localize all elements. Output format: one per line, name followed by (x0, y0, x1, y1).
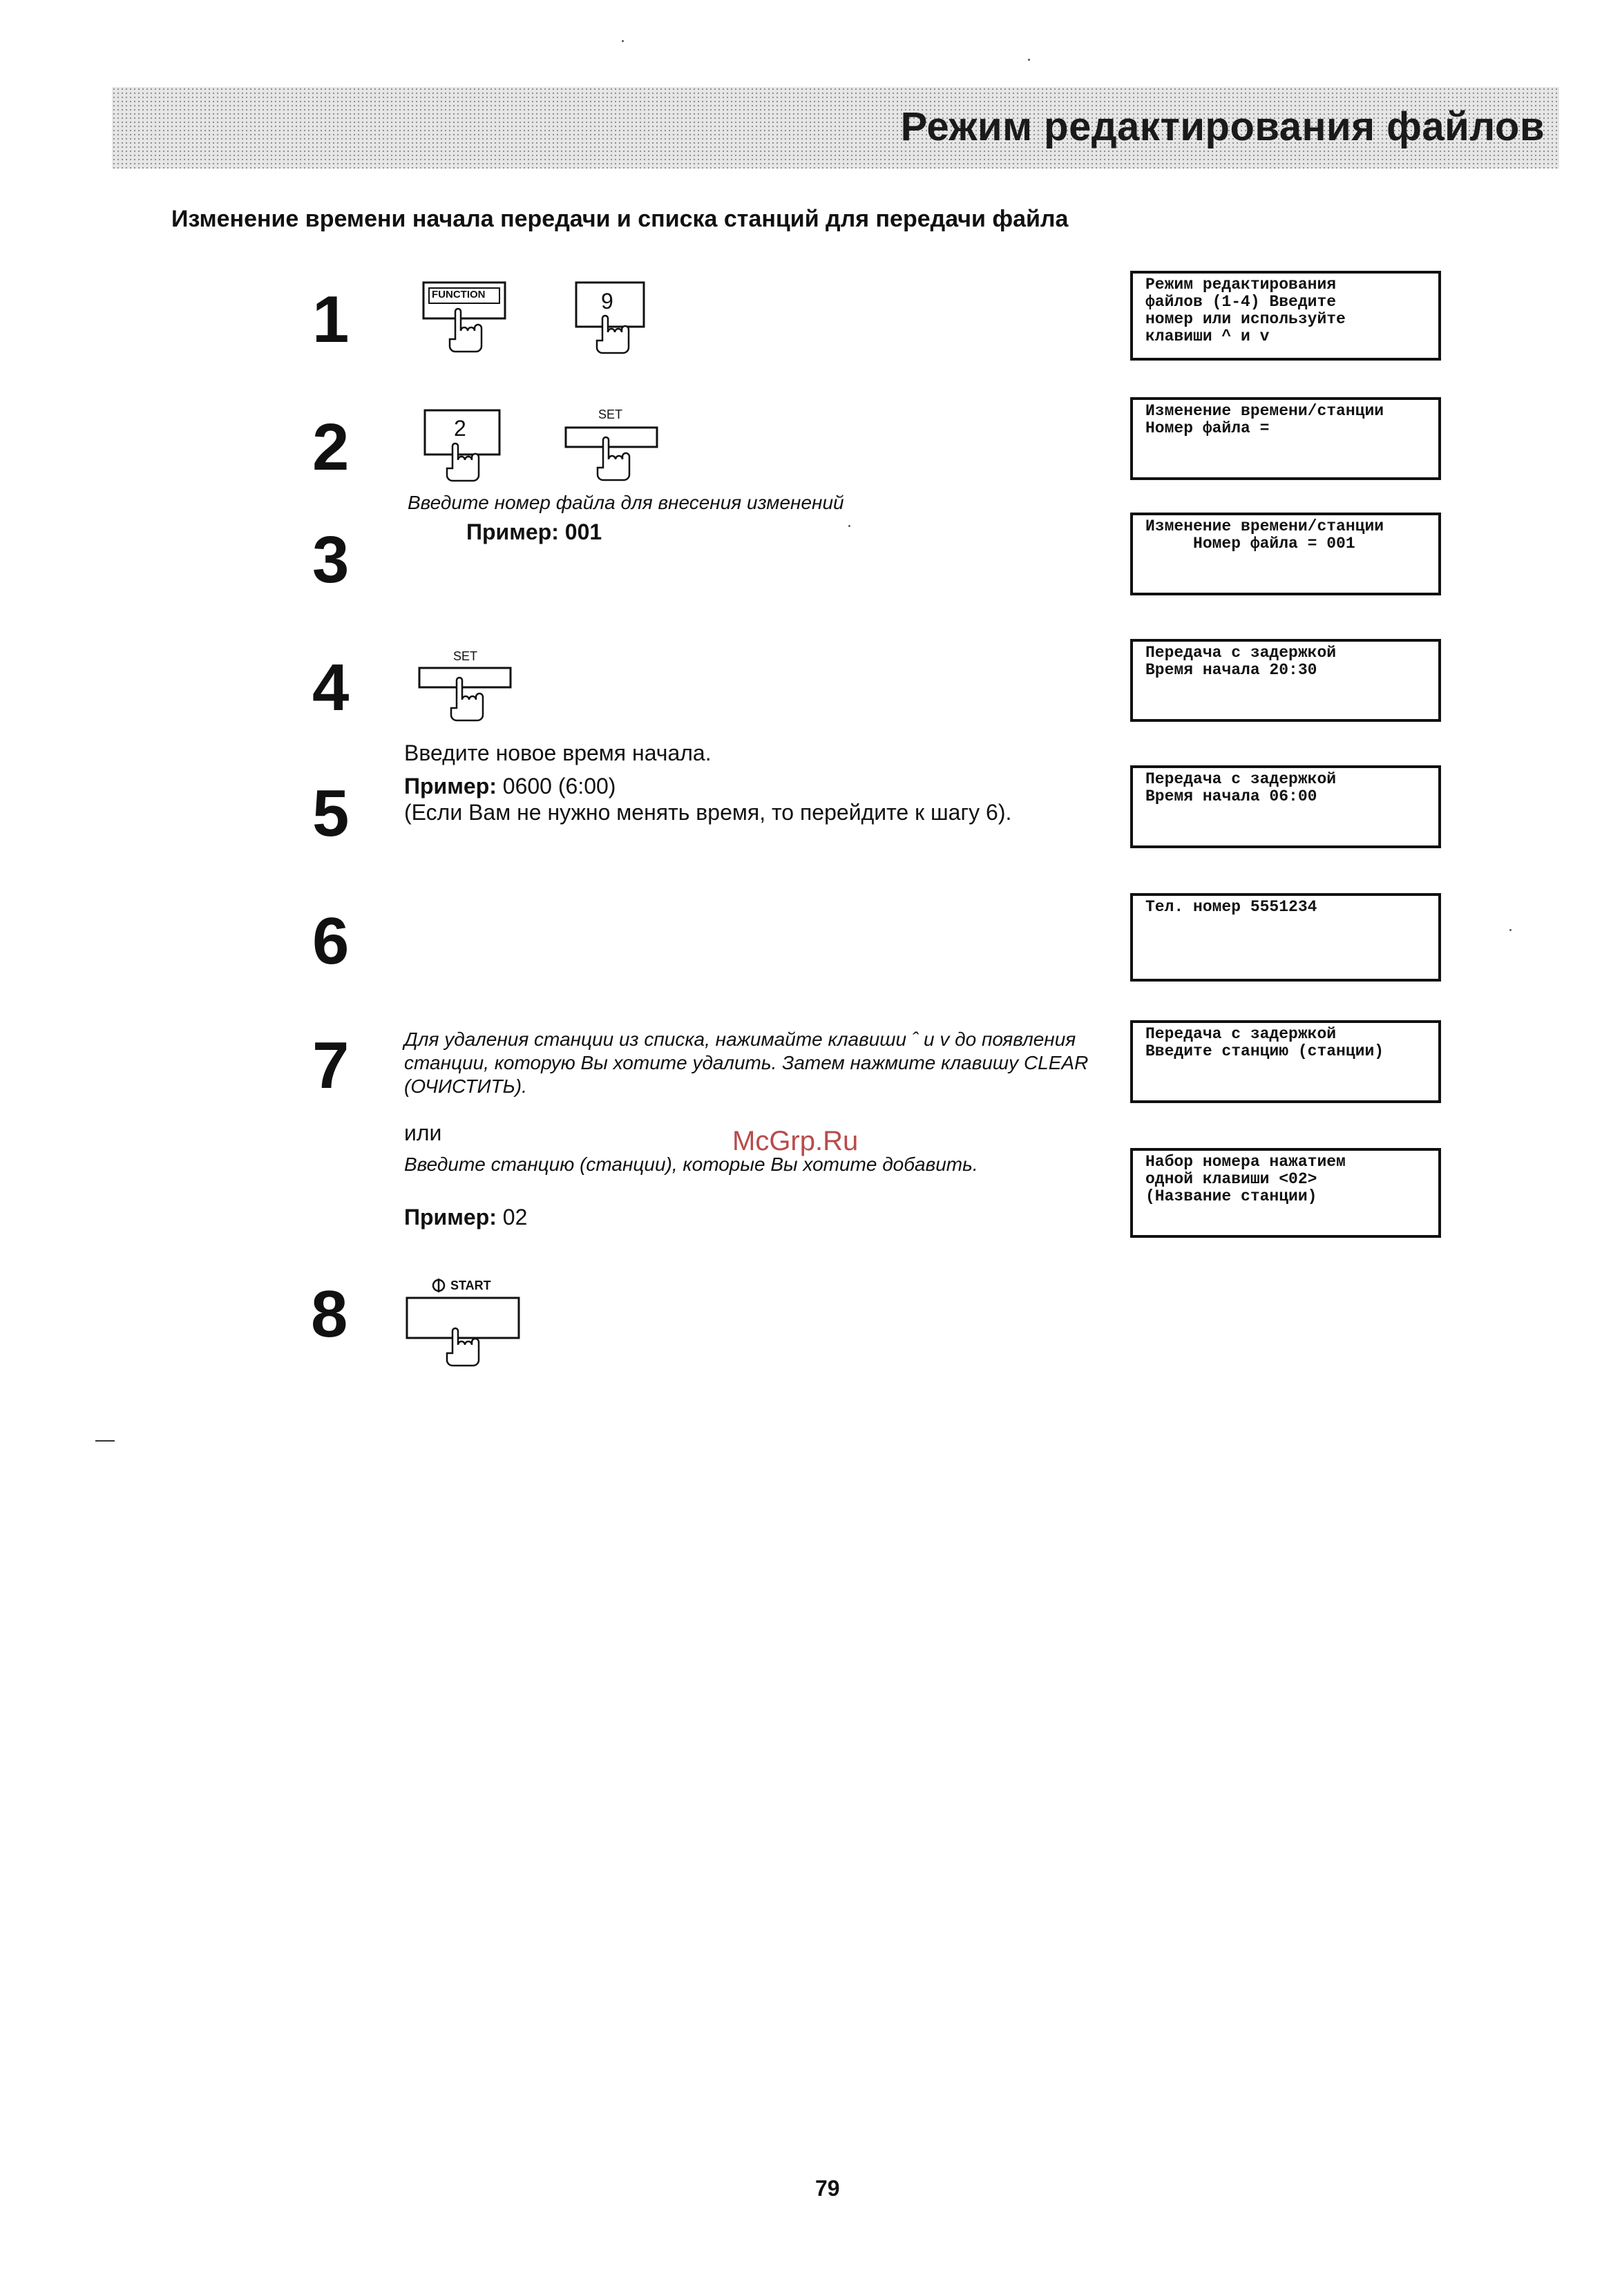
step-number-6: 6 (312, 904, 350, 978)
set-key-label: SET (598, 408, 623, 421)
page-number: 79 (815, 2176, 840, 2201)
start-key (404, 1295, 522, 1371)
lcd-display-step-5: Передача с задержкой Время начала 06:00 (1130, 765, 1441, 848)
lcd-display-step-4: Передача с задержкой Время начала 20:30 (1130, 639, 1441, 722)
lcd-display-step-7-add: Набор номера нажатием одной клавиши <02> (Название станции) (1130, 1148, 1441, 1238)
start-key-label: START (450, 1278, 491, 1292)
lcd-display-step-2: Изменение времени/станции Номер файла = (1130, 397, 1441, 480)
step-number-5: 5 (312, 776, 350, 850)
set-key-step-4-label: SET (453, 649, 478, 663)
step-3-example: Пример: 001 (466, 519, 602, 544)
step-3-instruction: Введите номер файла для внесения изменений (408, 492, 844, 513)
step-number-3: 3 (312, 523, 350, 597)
step-7-instruction: Для удаления станции из списка, нажимайте клавиши ˆ и v до появления станции, которую Вы хотите удалить. Затем нажмите клавишу CLEAR (ОЧИСТИТЬ). (404, 1029, 1089, 1097)
step-number-4: 4 (312, 651, 350, 725)
digit-2-key-label: 2 (454, 416, 466, 441)
scan-speck (1509, 929, 1512, 931)
step-5-note: (Если Вам не нужно менять время, то перейдите к шагу 6). (404, 800, 1012, 825)
step-number-8: 8 (311, 1277, 348, 1351)
scan-speck (622, 40, 624, 42)
step-5-example: Пример: 0600 (6:00) (404, 774, 616, 798)
digit-9-key-label: 9 (601, 289, 613, 314)
lcd-display-step-6: Тел. номер 5551234 (1130, 893, 1441, 982)
function-key-label: FUNCTION (432, 289, 486, 300)
watermark: McGrp.Ru (732, 1126, 859, 1156)
scan-mark (95, 1440, 115, 1442)
lcd-display-step-7: Передача с задержкой Введите станцию (станции) (1130, 1020, 1441, 1103)
step-7-or: или (404, 1120, 442, 1145)
step-number-7: 7 (312, 1029, 350, 1102)
step-7-add-note: Введите станцию (станции), которые Вы хотите добавить. (404, 1154, 978, 1175)
scan-speck (1028, 59, 1030, 61)
start-key-caption (431, 1278, 491, 1293)
step-5-intro: Введите новое время начала. (404, 740, 712, 765)
lcd-display-step-1: Режим редактирования файлов (1-4) Введите номер или используйте клавиши ^ и v (1130, 271, 1441, 361)
lcd-display-step-3: Изменение времени/станции Номер файла = 001 (1130, 513, 1441, 595)
start-power-icon (431, 1278, 446, 1293)
section-subtitle: Изменение времени начала передачи и списка станций для передачи файла (171, 206, 1069, 232)
set-key-step-4 (417, 665, 513, 727)
step-number-2: 2 (312, 410, 350, 484)
step-number-1: 1 (312, 283, 350, 356)
step-7-example: Пример: 02 (404, 1205, 528, 1230)
page-title: Режим редактирования файлов (900, 104, 1545, 149)
scan-speck (848, 525, 850, 527)
set-key (563, 425, 660, 487)
